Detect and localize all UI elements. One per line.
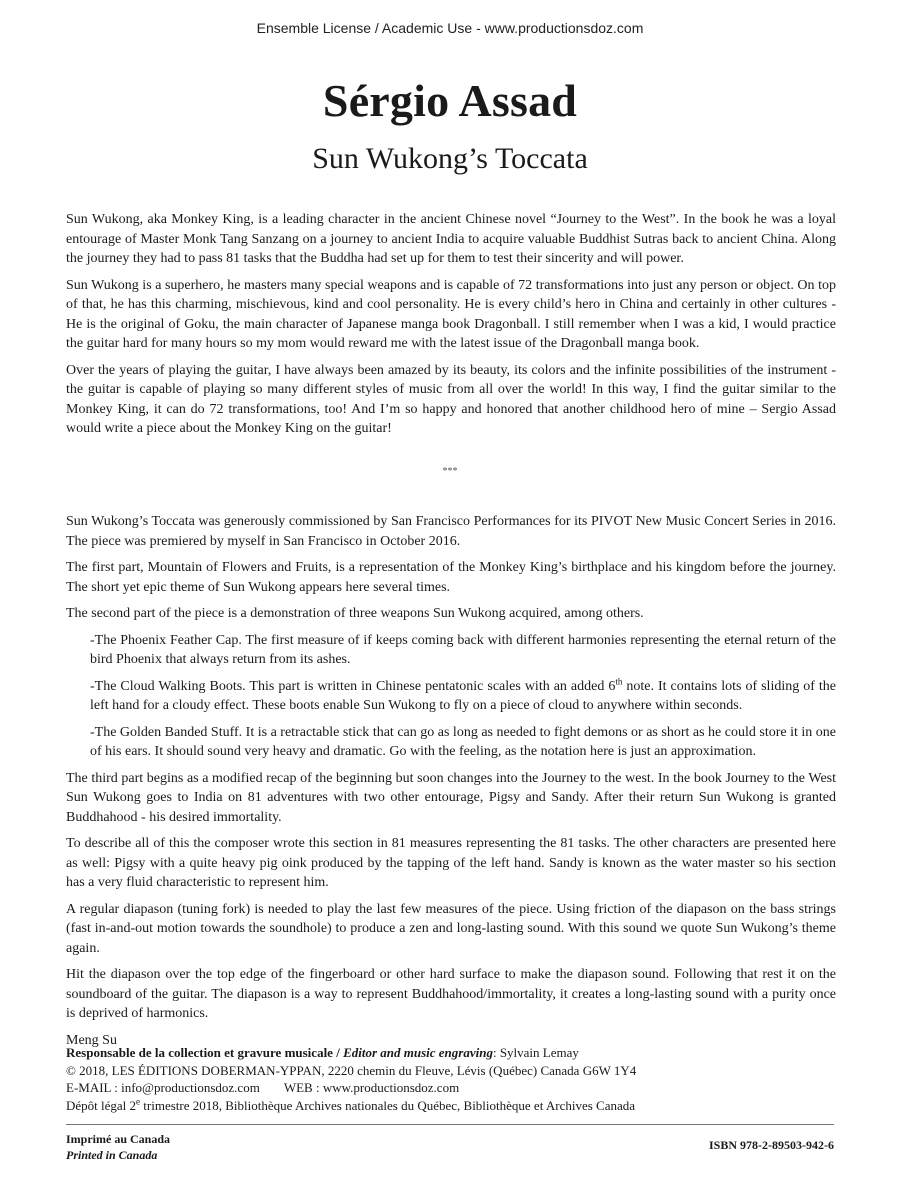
- editor-role-fr: Responsable de la collection et gravure musicale /: [66, 1045, 344, 1060]
- isbn-number: ISBN 978-2-89503-942-6: [709, 1138, 834, 1152]
- piece-title: Sun Wukong’s Toccata: [312, 142, 588, 175]
- editor-role-en: Editor and music engraving: [343, 1045, 493, 1060]
- editor-line: [66, 1044, 846, 1062]
- legal-deposit-line: [66, 1097, 846, 1115]
- weapon-cloud-boots-text-cont: note. It contains lots of sliding of the left hand for a cloudy effect. These boots enable Sun Wukong to fly on a piece of cloud to anywhere within seconds.: [90, 678, 836, 713]
- diapason-paragraph: A regular diapason (tuning fork) is needed to play the last few measures of the piece. Using friction of the diapason on the bass strings (fast in-and-out motion towards the soundhole) to produce a zen and long-lasting sound. With this sound we quote Sun Wukong’s theme again.: [66, 901, 836, 956]
- program-notes: [66, 512, 836, 1057]
- ordinal-suffix: th: [615, 675, 623, 686]
- footer-divider: [66, 1124, 834, 1125]
- commission-paragraph: Sun Wukong’s Toccata was generously commissioned by San Francisco Performances for its PIVOT New Music Concert Series in 2016. The piece was premiered by myself in San Francisco in October 2016.: [66, 514, 836, 549]
- weapon-phoenix-cap: -The Phoenix Feather Cap. The first measure of if keeps coming back with different harmonies representing the eternal return of the bird Phoenix that always return from its ashes.: [90, 632, 836, 667]
- second-part-paragraph: The second part of the piece is a demonstration of three weapons Sun Wukong acquired, among others.: [66, 606, 644, 621]
- intro-paragraph: Sun Wukong, aka Monkey King, is a leading character in the ancient Chinese novel “Journey to the West”. In the book he was a loyal entourage of Master Monk Tang Sanzang on a journey to ancient India to acquire valuable Buddhist Sutras back to ancient China. Along the journey they had to pass 81 tasks that the Buddha had set up for them to test their sincerity and will power.: [66, 212, 836, 266]
- weapon-golden-stick: -The Golden Banded Stuff. It is a retractable stick that can go as long as needed to fight demons or as short as he could store it in one of his ears. It should sound very heavy and dramatic. Go with the feeling, as the notation here is just an approximation.: [90, 724, 836, 759]
- diapason-technique-paragraph: Hit the diapason over the top edge of the fingerboard or other hard surface to make the diapason sound. Following that rest it on the soundboard of the guitar. The diapason is a way to represent Buddhahood/immortality, it creates a long-lasting sound with a purity once is deprived of harmonics.: [66, 967, 836, 1021]
- third-part-paragraph: The third part begins as a modified recap of the beginning but soon changes into the Journey to the west. In the book Journey to the West Sun Wukong goes to India on 81 adventures with two other entourage, Pigsy and Sandy. After their return Sun Wukong is granted Buddhahood - his desired immortality.: [66, 770, 836, 825]
- printed-in-en: Printed in Canada: [66, 1148, 158, 1162]
- editor-name: : Sylvain Lemay: [492, 1045, 579, 1060]
- section-separator: ***: [442, 466, 458, 477]
- composer-name: Sérgio Assad: [322, 75, 578, 126]
- legal-deposit-text-cont: trimestre 2018, Bibliothèque Archives nationales du Québec, Bibliothèque et Archives Canada: [140, 1097, 636, 1113]
- ordinal-suffix: e: [136, 1096, 141, 1107]
- intro-paragraph: Over the years of playing the guitar, I have always been amazed by its beauty, its colors and the infinite possibilities of the instrument - the guitar is capable of playing so many different styles of music from all over the world! In this way, I find the guitar similar to the Monkey King, it can do 72 transformations, too! And I’m so happy and honored that another childhood hero of mine – Sergio Assad would write a piece about the Monkey King on the guitar!: [66, 362, 836, 436]
- intro-paragraph: Sun Wukong is a superhero, he masters many special weapons and is capable of 72 transformations into just any person or object. On top of that, he has this charming, mischievous, kind and cool personality. He is every child’s hero in China and certainly in other cultures - He is the original of Goku, the main character of Japanese manga book Dragonball. I still remember when I was a kid, I would practice the guitar hard for many hours so my mom would reward me with the latest issue of the Dragonball manga book.: [66, 277, 836, 351]
- copyright-line: © 2018, LES ÉDITIONS DOBERMAN-YPPAN, 2220 chemin du Fleuve, Lévis (Québec) Canada G6W 1Y4: [66, 1062, 637, 1078]
- first-part-paragraph: The first part, Mountain of Flowers and Fruits, is a representation of the Monkey King’s birthplace and his kingdom before the journey. The short yet epic theme of Sun Wukong appears here several times.: [66, 560, 836, 595]
- web-text: WEB : www.productionsdoz.com: [283, 1080, 460, 1095]
- weapon-cloud-boots-text: -The Cloud Walking Boots. This part is written in Chinese pentatonic scales with an added 6: [90, 678, 616, 694]
- contact-line: [66, 1079, 846, 1097]
- printed-in: [66, 1131, 170, 1163]
- intro-text: [66, 210, 836, 446]
- license-notice: Ensemble License / Academic Use - www.productionsdoz.com: [256, 20, 644, 36]
- author-signature: Meng Su: [66, 1032, 117, 1048]
- printed-in-fr: Imprimé au Canada: [66, 1132, 171, 1146]
- measures-paragraph: To describe all of this the composer wrote this section in 81 measures representing the 81 tasks. The other characters are presented here as well: Pigsy with a quite heavy pig oink produced by the tapping of the left hand. Sandy is known as the water master so his section has a very fluid characteristic to represent him.: [66, 836, 836, 890]
- weapon-cloud-boots: [90, 677, 836, 716]
- publisher-credits: [66, 1044, 846, 1114]
- email-text: E-MAIL : info@productionsdoz.com: [66, 1080, 260, 1095]
- legal-deposit-text: Dépôt légal 2: [66, 1097, 137, 1113]
